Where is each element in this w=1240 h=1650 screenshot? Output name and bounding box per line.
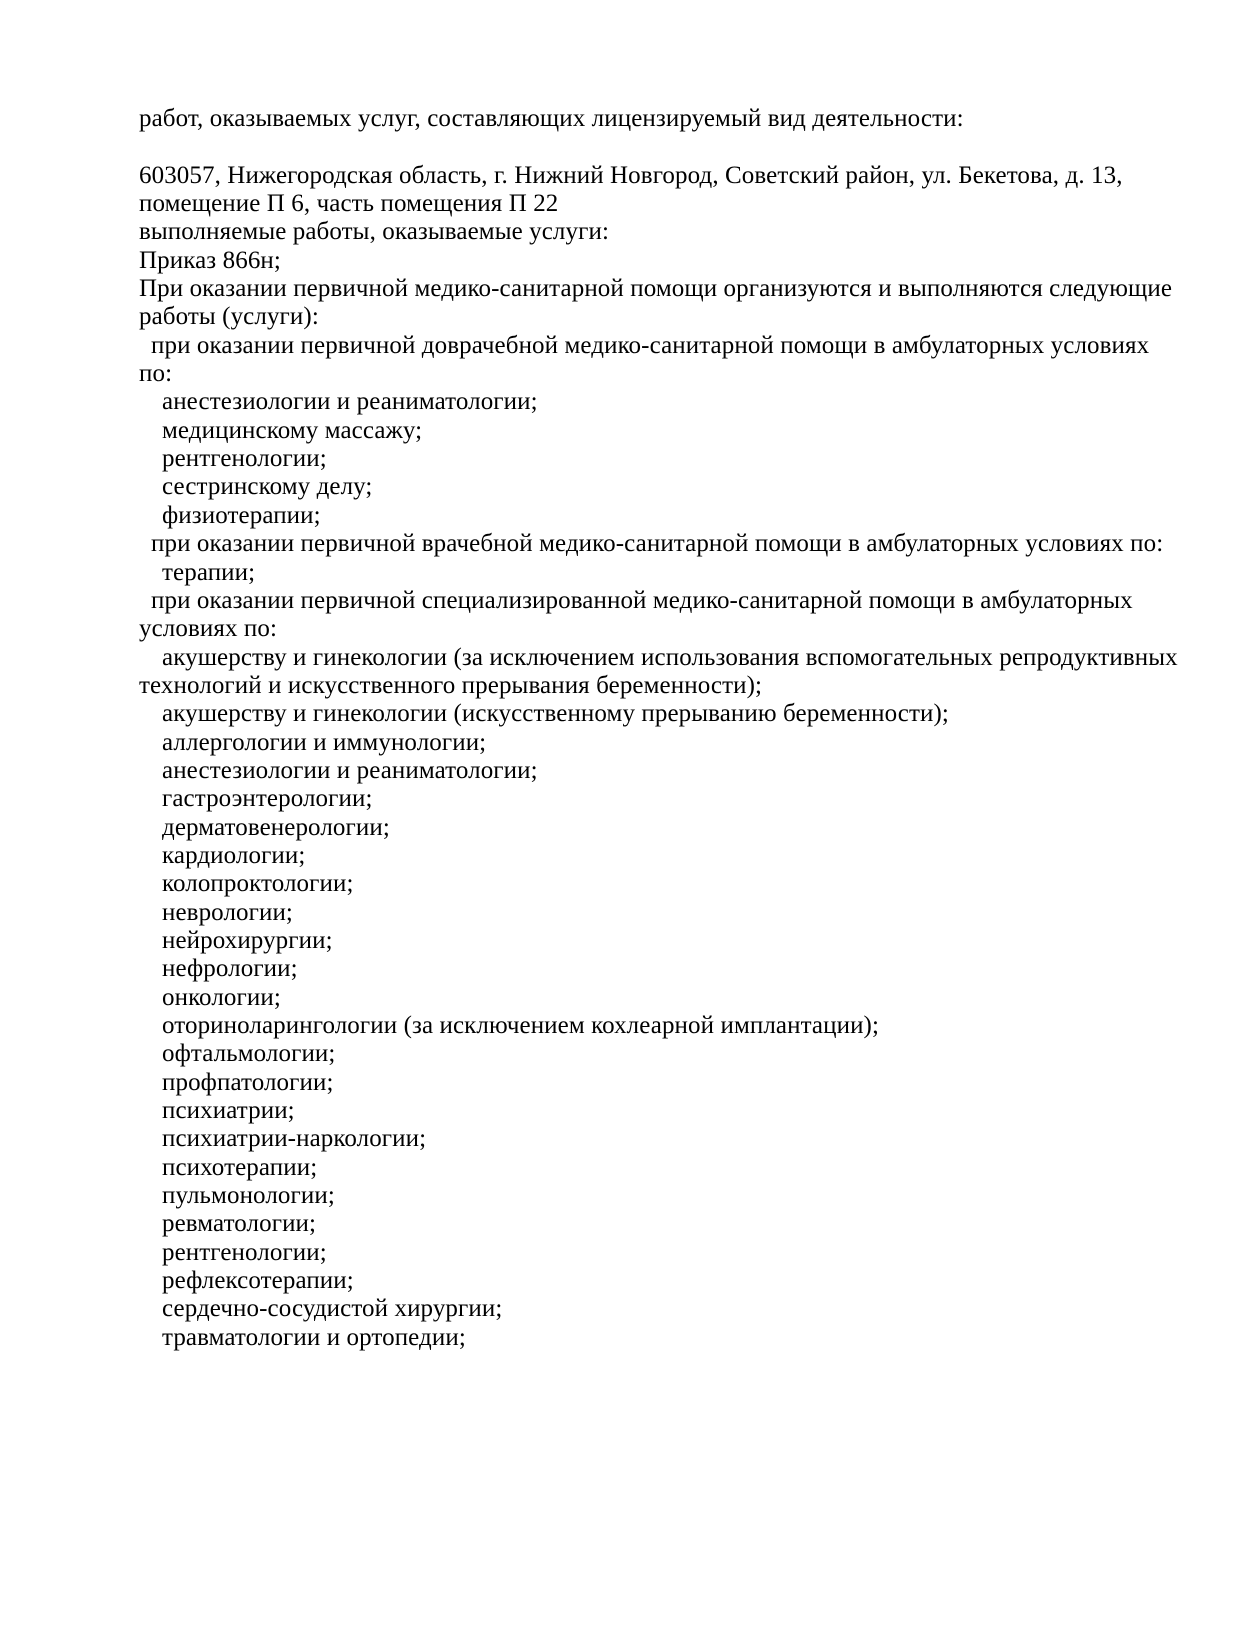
text-line: работы (услуги):	[139, 303, 319, 331]
text-line: помещение П 6, часть помещения П 22	[139, 190, 559, 218]
text-line: нейрохирургии;	[162, 926, 333, 954]
text-line: акушерству и гинекологии (искусственному прерыванию беременности);	[162, 700, 949, 728]
text-line: неврологии;	[162, 898, 293, 926]
text-line: профпатологии;	[162, 1068, 334, 1096]
text-line: сердечно-сосудистой хирургии;	[162, 1295, 503, 1323]
text-line: кардиологии;	[162, 841, 306, 869]
text-line: работ, оказываемых услуг, составляющих лицензируемый вид деятельности:	[139, 105, 964, 132]
text-line: рефлексотерапии;	[162, 1267, 354, 1295]
text-line: пульмонологии;	[162, 1182, 335, 1210]
text-line: выполняемые работы, оказываемые услуги:	[139, 218, 609, 246]
text-line: медицинскому массажу;	[162, 416, 423, 444]
text-line: травматологии и ортопедии;	[162, 1323, 466, 1351]
text-line: рентгенологии;	[162, 1238, 327, 1266]
text-line: При оказании первичной медико-санитарной помощи организуются и выполняются следующие	[139, 275, 1173, 303]
text-line: анестезиологии и реаниматологии;	[162, 388, 538, 416]
text-line: аллергологии и иммунологии;	[162, 728, 487, 756]
text-line: при оказании первичной специализированной медико-санитарной помощи в амбулаторных	[151, 586, 1133, 614]
text-line: условиях по:	[139, 615, 278, 643]
text-line: психиатрии;	[162, 1097, 295, 1125]
text-line: ревматологии;	[162, 1210, 317, 1238]
blank-line	[139, 133, 1179, 161]
text-line: 603057, Нижегородская область, г. Нижний Новгород, Советский район, ул. Бекетова, д. 13,	[139, 161, 1123, 189]
text-line: сестринскому делу;	[162, 473, 373, 501]
text-line: рентгенологии;	[162, 445, 327, 473]
text-line: технологий и искусственного прерывания беременности);	[139, 671, 763, 699]
text-line: Приказ 866н;	[139, 246, 281, 274]
text-line: гастроэнтерологии;	[162, 785, 373, 813]
text-line: дерматовенерологии;	[162, 813, 390, 841]
text-line: при оказании первичной доврачебной медико-санитарной помощи в амбулаторных условиях	[151, 331, 1150, 359]
text-line: колопроктологии;	[162, 870, 354, 898]
text-line: терапии;	[162, 558, 256, 586]
text-line: психиатрии-наркологии;	[162, 1125, 427, 1153]
text-line: психотерапии;	[162, 1153, 318, 1181]
text-line: физиотерапии;	[162, 501, 321, 529]
text-line: офтальмологии;	[162, 1040, 336, 1068]
text-line: оториноларингологии (за исключением кохлеарной имплантации);	[162, 1012, 880, 1039]
text-line: нефрологии;	[162, 955, 298, 983]
text-line: акушерству и гинекологии (за исключением использования вспомогательных репродуктивных	[162, 643, 1178, 671]
text-line: по:	[139, 360, 173, 388]
license-text-block	[139, 105, 1179, 1352]
text-line: анестезиологии и реаниматологии;	[162, 756, 538, 784]
text-line: онкологии;	[162, 983, 281, 1011]
text-line: при оказании первичной врачебной медико-санитарной помощи в амбулаторных условиях по:	[151, 530, 1164, 558]
